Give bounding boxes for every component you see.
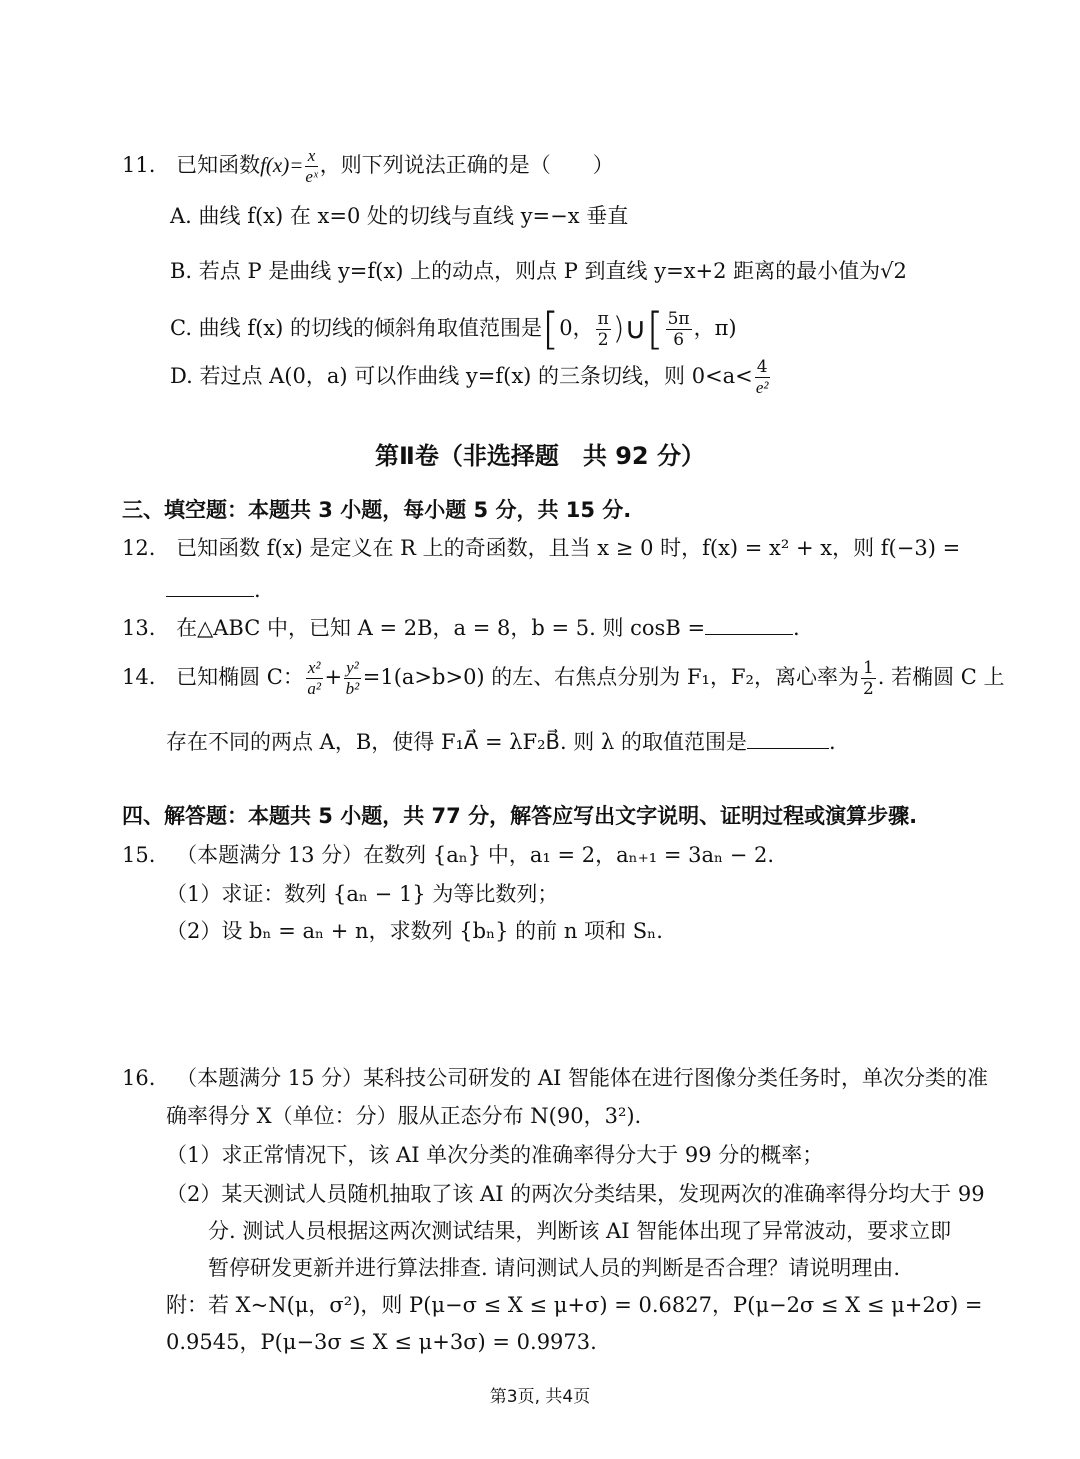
q14-e-den: 2 xyxy=(862,679,874,699)
q11-option-b: B. 若点 P 是曲线 y=f(x) 上的动点，则点 P 到直线 y=x+2 距离的最小值为√2 xyxy=(170,259,907,283)
q16-number: 16. xyxy=(122,1066,156,1090)
q15-part1: （1）求证：数列 {aₙ − 1} 为等比数列； xyxy=(166,882,559,906)
q12-blank-line xyxy=(166,574,261,604)
q11-option-d-pre: D. 若过点 A(0，a) 可以作曲线 y=f(x) 的三条切线，则 0<a< xyxy=(170,364,753,388)
q13-answer-blank[interactable] xyxy=(705,612,793,635)
left-bracket-icon: [ xyxy=(646,303,664,355)
q11-option-d-den: e² xyxy=(755,378,769,397)
q14-post: . 若椭圆 C 上 xyxy=(877,665,1005,689)
q14-pre: 已知椭圆 C： xyxy=(176,665,304,689)
q16-note-line2: 0.9545，P(μ−3σ ≤ X ≤ μ+3σ) = 0.9973. xyxy=(166,1330,597,1354)
q14-frac-y xyxy=(344,658,361,699)
q14-e-num: 1 xyxy=(862,658,874,678)
q14-answer-blank[interactable] xyxy=(747,726,829,749)
q11-option-c-six: 6 xyxy=(673,330,685,350)
q14-number: 14. xyxy=(122,665,156,689)
q11-option-c-frac1 xyxy=(596,309,611,350)
q14-y2: y² xyxy=(346,658,359,677)
q14-b2: b² xyxy=(345,679,360,698)
q15-part2: （2）设 bₙ = aₙ + n，求数列 {bₙ} 的前 n 项和 Sₙ. xyxy=(166,919,663,943)
q11-option-c-zero: 0， xyxy=(559,316,594,340)
page-footer: 第3页, 共4页 xyxy=(489,1387,591,1407)
q15 xyxy=(122,841,774,869)
q11-option-a: A. 曲线 f(x) 在 x=0 处的切线与直线 y=−x 垂直 xyxy=(170,204,629,228)
q13-number: 13. xyxy=(122,616,156,640)
q14-a2: a² xyxy=(307,679,321,698)
q12-end: . xyxy=(254,578,261,602)
q11-stem xyxy=(122,146,614,187)
q14-line2 xyxy=(166,726,836,756)
q14: 14. 已知椭圆 C： $\frac{\text{x²}}{\text{a²}}$ + $\frac{\text{y²}}{\text{b²}}$ =1(a>b>0) 的左、右焦点分别为 F₁，F₂，离心率为 $\frac{1}{2}$ . 若椭圆 C 上 xyxy=(122,658,1005,699)
q11-option-c-end: ，π) xyxy=(693,316,737,340)
q16-line2: 确率得分 X（单位：分）服从正态分布 N(90，3²). xyxy=(166,1104,642,1128)
q11-option-d-num: 4 xyxy=(756,357,768,377)
q13 xyxy=(122,612,800,642)
q11-option-c-5pi: 5π xyxy=(667,309,690,329)
q11-option-c-pi: π xyxy=(597,309,609,329)
section4-heading: 四、解答题：本题共 5 小题，共 77 分，解答应写出文字说明、证明过程或演算步骤. xyxy=(122,804,918,828)
q11-frac-num: x xyxy=(305,146,317,167)
q12-number: 12. xyxy=(122,536,156,560)
q11-option-d-frac xyxy=(755,357,770,398)
q11-option-d xyxy=(170,354,772,398)
q15-text: （本题满分 13 分）在数列 {aₙ} 中，a₁ = 2，aₙ₊₁ = 3aₙ − 2. xyxy=(176,843,775,867)
q16-part2-line1: （2）某天测试人员随机抽取了该 AI 的两次分类结果，发现两次的准确率得分均大于 99 xyxy=(166,1182,985,1206)
q14-line2-text: 存在不同的两点 A，B，使得 F₁A⃗ = λF₂B⃗. 则 λ 的取值范围是 xyxy=(166,730,747,754)
q11-option-c xyxy=(170,303,737,355)
left-bracket-icon: [ xyxy=(542,303,560,355)
part2-title: 第Ⅱ卷（非选择题 共 92 分） xyxy=(375,442,705,470)
q16-part2-line2: 分. 测试人员根据这两次测试结果，判断该 AI 智能体出现了异常波动，要求立即 xyxy=(208,1219,952,1243)
q14-frac-e xyxy=(861,658,876,699)
q16 xyxy=(122,1064,988,1092)
q15-number: 15. xyxy=(122,843,156,867)
q11-fraction xyxy=(305,146,317,187)
section3-heading: 三、填空题：本题共 3 小题，每小题 5 分，共 15 分. xyxy=(122,498,632,522)
q14-frac-x xyxy=(306,658,323,699)
q16-line1: （本题满分 15 分）某科技公司研发的 AI 智能体在进行图像分类任务时，单次分类的准 xyxy=(176,1066,988,1090)
q11-frac-den: eˣ xyxy=(305,167,318,186)
q14-end: . xyxy=(828,730,836,754)
q11-stem-post: ，则下列说法正确的是（ ） xyxy=(319,153,614,177)
q11-option-c-pre: C. 曲线 f(x) 的切线的倾斜角取值范围是 xyxy=(170,316,543,340)
q12-text: 已知函数 f(x) 是定义在 R 上的奇函数，且当 x ≥ 0 时，f(x) = x² + x，则 f(−3) = xyxy=(176,536,961,560)
q11-option-c-frac2 xyxy=(666,309,692,350)
q13-end: . xyxy=(793,616,800,640)
q11-number: 11. xyxy=(122,153,156,177)
q16-note-line1: 附：若 X~N(μ，σ²)，则 P(μ−σ ≤ X ≤ μ+σ) = 0.6827，P(μ−2σ ≤ X ≤ μ+2σ) = xyxy=(166,1293,983,1317)
q12-answer-blank[interactable] xyxy=(166,574,254,597)
q11-option-c-two: 2 xyxy=(597,330,609,350)
q11-option-c-union: )∪ xyxy=(612,311,647,347)
q11-func: f(x)= xyxy=(260,153,304,177)
q16-part2-line3: 暂停研发更新并进行算法排查. 请问测试人员的判断是否合理？请说明理由. xyxy=(208,1256,901,1280)
q16-part1: （1）求正常情况下，该 AI 单次分类的准确率得分大于 99 分的概率； xyxy=(166,1143,824,1167)
q13-text: 在△ABC 中，已知 A = 2B，a = 8，b = 5. 则 cosB = xyxy=(176,616,706,640)
q14-x2: x² xyxy=(307,658,321,677)
q14-mid: =1(a>b>0) 的左、右焦点分别为 F₁，F₂，离心率为 xyxy=(362,665,859,689)
q11-stem-pre: 已知函数 xyxy=(176,153,261,177)
q12 xyxy=(122,534,960,562)
